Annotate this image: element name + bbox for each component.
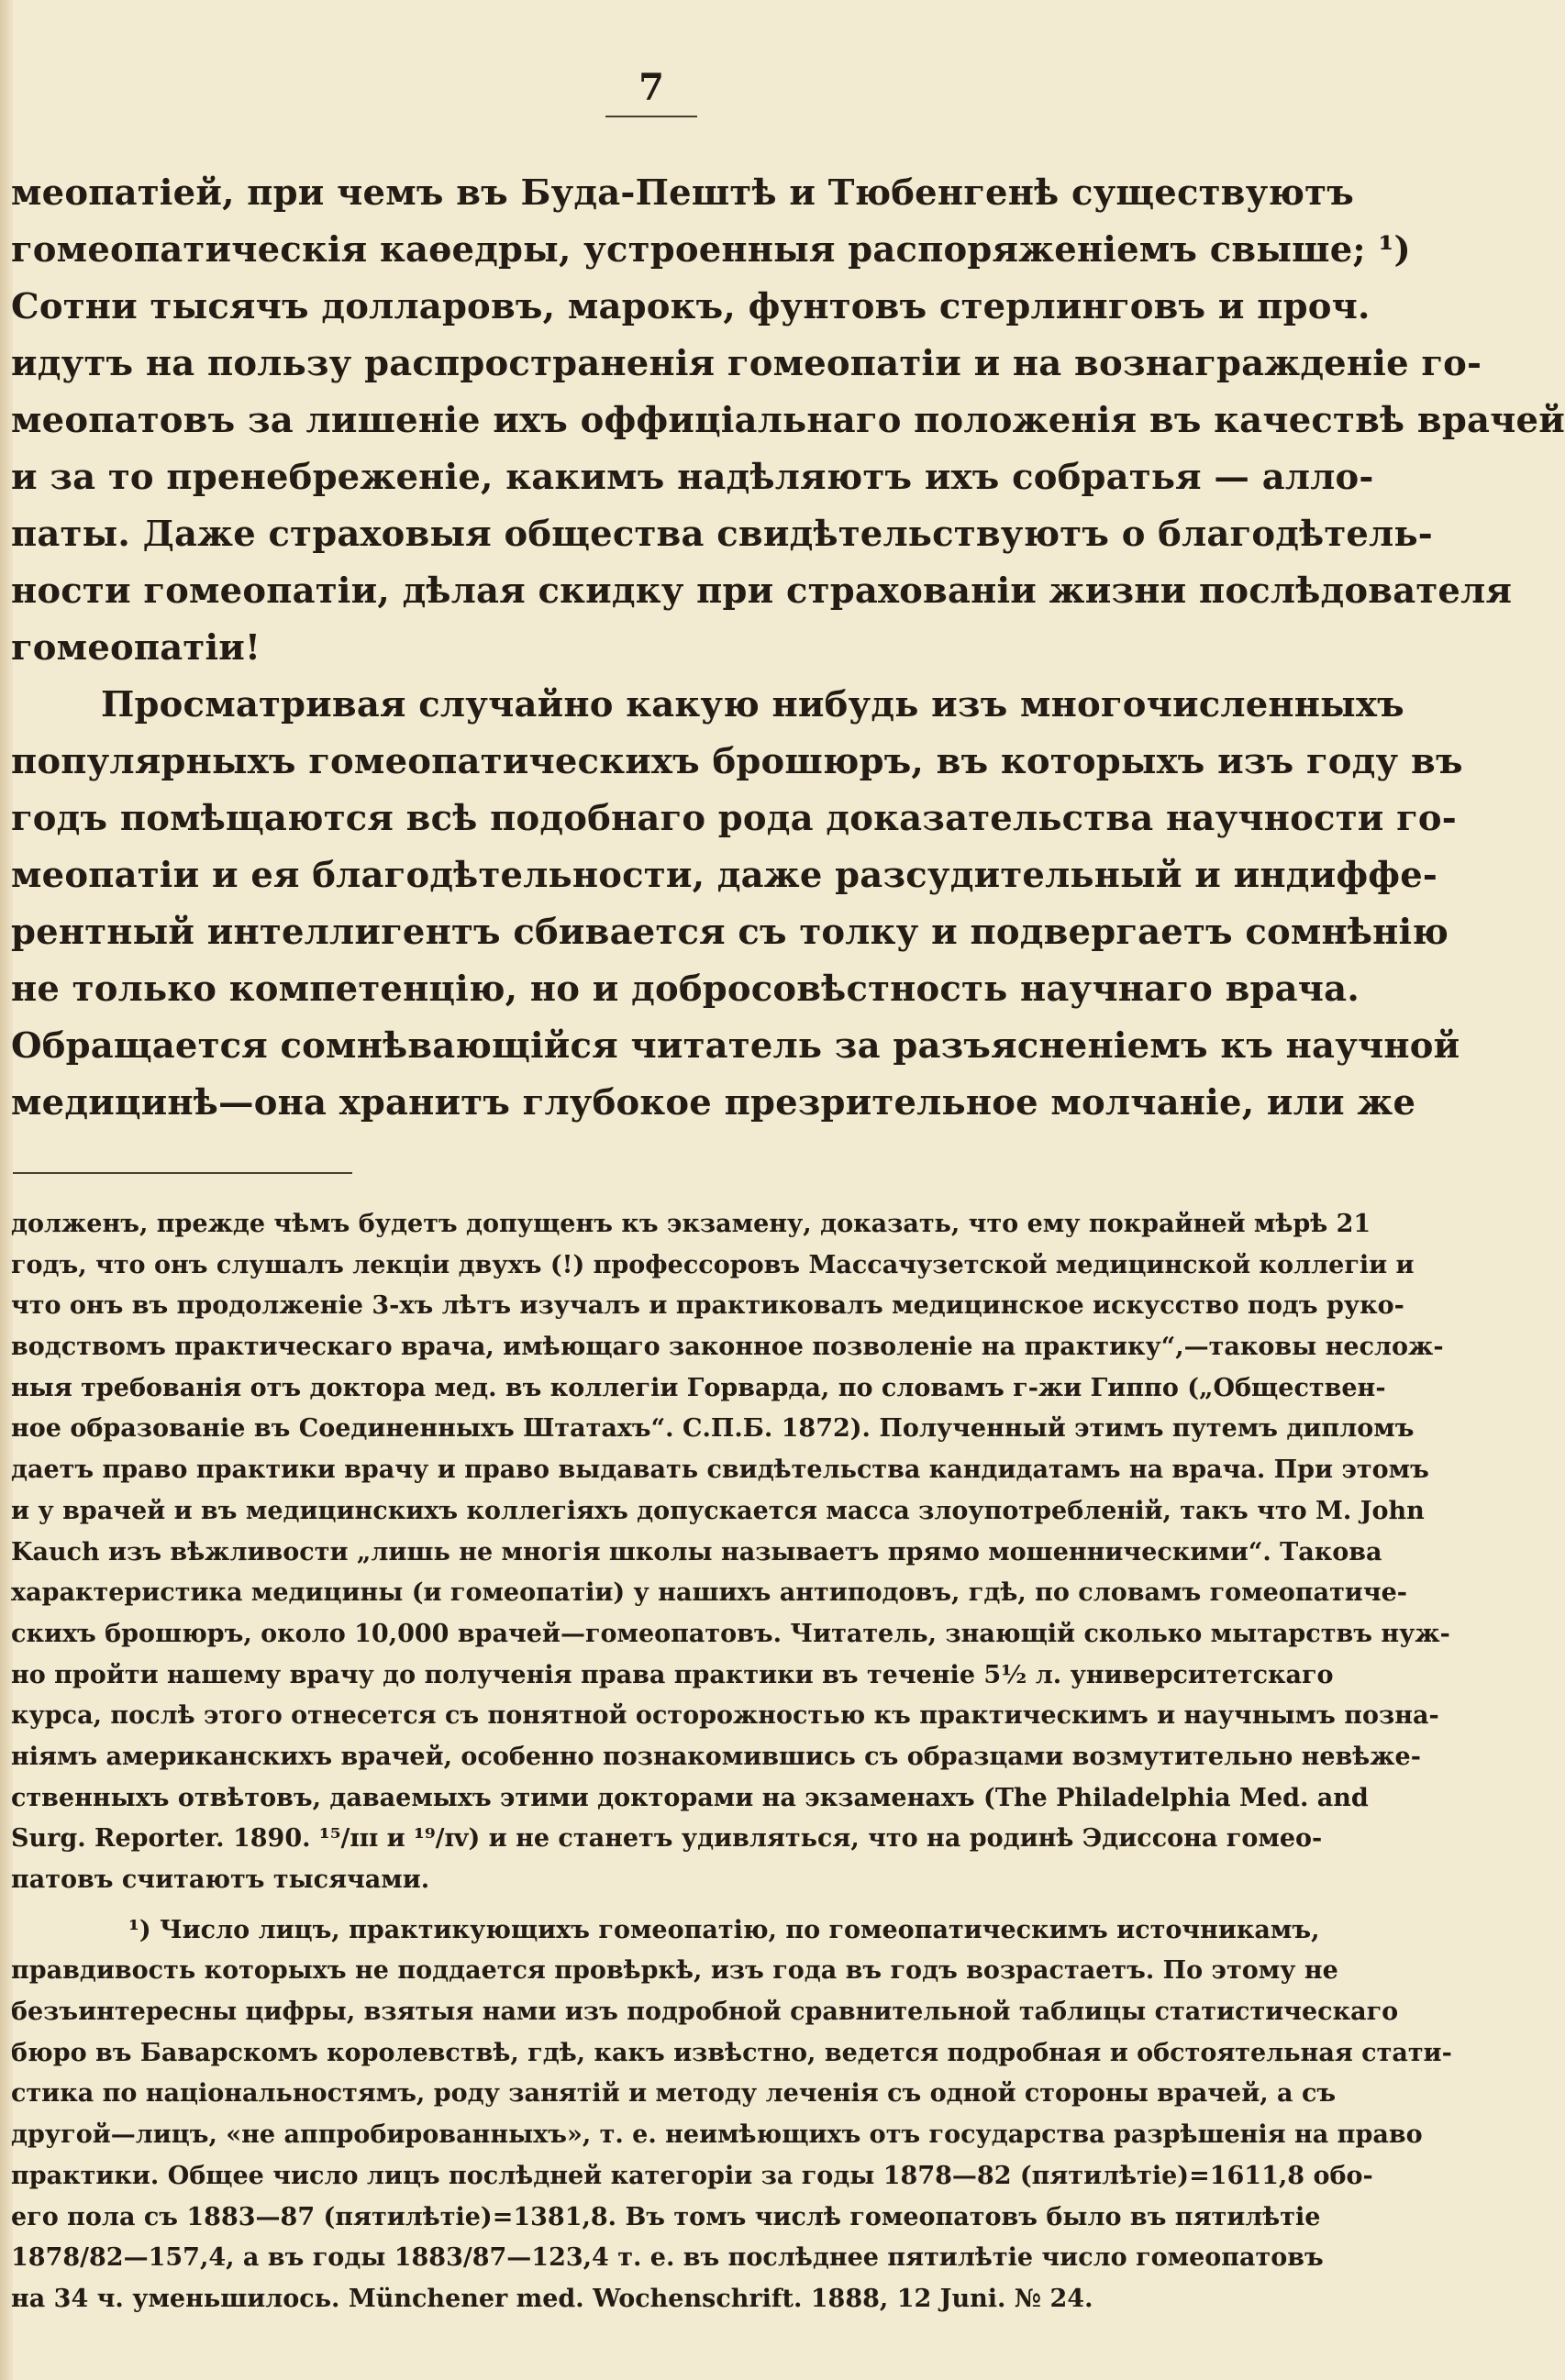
footnote-line: практики. Общее число лицъ послѣдней категоріи за годы 1878—82 (пятилѣтіе)=1611,8 обо- [11, 2161, 1373, 2190]
footnote-line: долженъ, прежде чѣмъ будетъ допущенъ къ экзамену, доказать, что ему покрайней мѣрѣ 21 [11, 1210, 1371, 1238]
footnote-line: патовъ считаютъ тысячами. [11, 1865, 430, 1894]
page-number: 7 [638, 66, 664, 109]
footnote-1-start: ¹) Число лицъ, практикующихъ гомеопатію, по гомеопатическимъ источникамъ, [128, 1915, 1320, 1944]
footnote-line: другой—лицъ, «не аппробированныхъ», т. е. неимѣющихъ отъ государства разрѣшенія на право [11, 2120, 1423, 2150]
footnote-line: и у врачей и въ медицинскихъ коллегіяхъ допускается масса злоупотребленій, такъ что M. John [11, 1496, 1425, 1525]
footnote-line: но пройти нашему врачу до полученія права практики въ теченіе 5½ л. университетскаго [11, 1660, 1334, 1689]
text-line: идутъ на пользу распространенія гомеопатіи и на вознагражденіе го- [11, 343, 1482, 384]
footnote-line: курса, послѣ этого отнесется съ понятной осторожностью къ практическимъ и научнымъ позна- [11, 1701, 1439, 1731]
footnote-line: характеристика медицины (и гомеопатіи) у нашихъ антиподовъ, гдѣ, по словамъ гомеопатиче- [11, 1578, 1407, 1608]
text-line: гомеопатическія каѳедры, устроенныя распоряженіемъ свыше; ¹) [11, 229, 1411, 271]
text-line: годъ помѣщаются всѣ подобнаго рода доказательства научности го- [11, 798, 1457, 839]
footnotes [11, 1204, 1452, 2320]
footnote-line: Surg. Reporter. 1890. ¹⁵/ɪɪɪ и ¹⁹/ɪᴠ) и не станетъ удивляться, что на родинѣ Эдиссона гомео- [11, 1824, 1323, 1854]
footnote-line: скихъ брошюръ, около 10,000 врачей—гомеопатовъ. Читатель, знающій сколько мытарствъ нуж- [11, 1619, 1450, 1648]
footnote-line: ныя требованія отъ доктора мед. въ коллегіи Горварда, по словамъ г-жи Гиппо („Обществен- [11, 1373, 1386, 1402]
footnote-line: на 34 ч. уменьшилось. Münchener med. Wochenschrift. 1888, 12 Juni. № 24. [11, 2284, 1093, 2313]
text-line: паты. Даже страховыя общества свидѣтельствуютъ о благодѣтель- [11, 514, 1433, 555]
footnote-line: что онъ въ продолженіе 3-хъ лѣтъ изучалъ и практиковалъ медицинское искусство подъ руко- [11, 1291, 1404, 1321]
footnote-line: стика по національностямъ, роду занятій и методу леченія съ одной стороны врачей, а съ [11, 2079, 1337, 2109]
main-text [11, 165, 1565, 1132]
footnote-line: 1878/82—157,4, а въ годы 1883/87—123,4 т. е. въ послѣднее пятилѣтіе число гомеопатовъ [11, 2243, 1324, 2273]
footnote-line: его пола съ 1883—87 (пятилѣтіе)=1381,8. Въ томъ числѣ гомеопатовъ было въ пятилѣтіе [11, 2202, 1321, 2231]
text-line: ности гомеопатіи, дѣлая скидку при страхованіи жизни послѣдователя [11, 570, 1513, 612]
footnote-line: Kauch изъ вѣжливости „лишь не многія школы называетъ прямо мошенническими“. Такова [11, 1537, 1382, 1566]
footnote-gap [11, 1901, 1318, 1910]
footnote-line: годъ, что онъ слушалъ лекціи двухъ (!) профессоровъ Массачузетской медицинской коллегіи и [11, 1250, 1415, 1279]
text-line: Сотни тысячъ долларовъ, марокъ, фунтовъ стерлинговъ и проч. [11, 286, 1371, 327]
text-line: и за то пренебреженіе, какимъ надѣляютъ ихъ собратья — алло- [11, 457, 1374, 498]
footnote-line: бюро въ Баварскомъ королевствѣ, гдѣ, какъ извѣстно, ведется подробная и обстоятельная стати- [11, 2038, 1452, 2067]
paragraph-start-line: Просматривая случайно какую нибудь изъ многочисленныхъ [101, 684, 1404, 725]
text-line: Обращается сомнѣвающійся читатель за разъясненіемъ къ научной [11, 1025, 1460, 1067]
footnote-line: даетъ право практики врачу и право выдавать свидѣтельства кандидатамъ на врача. При этомъ [11, 1456, 1429, 1485]
text-line: популярныхъ гомеопатическихъ брошюръ, въ которыхъ изъ году въ [11, 741, 1463, 782]
footnote-separator [13, 1172, 352, 1174]
footnote-line: ное образованіе въ Соединенныхъ Штатахъ“. С.П.Б. 1872). Полученный этимъ путемъ дипломъ [11, 1414, 1415, 1444]
text-line: гомеопатіи! [11, 627, 261, 669]
text-line: не только компетенцію, но и добросовѣстность научнаго врача. [11, 969, 1360, 1010]
page-number-rule [605, 116, 697, 117]
footnote-line: ніямъ американскихъ врачей, особенно познакомившись съ образцами возмутительно невѣже- [11, 1742, 1421, 1771]
text-line: рентный интеллигентъ сбивается съ толку и подвергаетъ сомнѣнію [11, 912, 1449, 953]
footnote-line: водствомъ практическаго врача, имѣющаго законное позволеніе на практику“,—таковы неслож- [11, 1333, 1444, 1362]
text-line: меопатіи и ея благодѣтельности, даже разсудительный и индиффе- [11, 855, 1438, 896]
footnote-line: безъинтересны цифры, взятыя нами изъ подробной сравнительной таблицы статистическаго [11, 1998, 1399, 2027]
text-line: меопатіей, при чемъ въ Буда-Пештѣ и Тюбенгенѣ существуютъ [11, 172, 1354, 214]
footnote-line: правдивость которыхъ не поддается провѣркѣ, изъ года въ годъ возрастаетъ. По этому не [11, 1956, 1338, 1986]
text-line: меопатовъ за лишеніе ихъ оффиціальнаго положенія въ качествѣ врачей [11, 400, 1565, 441]
footnote-line: ственныхъ отвѣтовъ, даваемыхъ этими докторами на экзаменахъ (The Philadelphia Med. and [11, 1783, 1369, 1812]
text-line: медицинѣ—она хранитъ глубокое презрительное молчаніе, или же [11, 1082, 1416, 1124]
